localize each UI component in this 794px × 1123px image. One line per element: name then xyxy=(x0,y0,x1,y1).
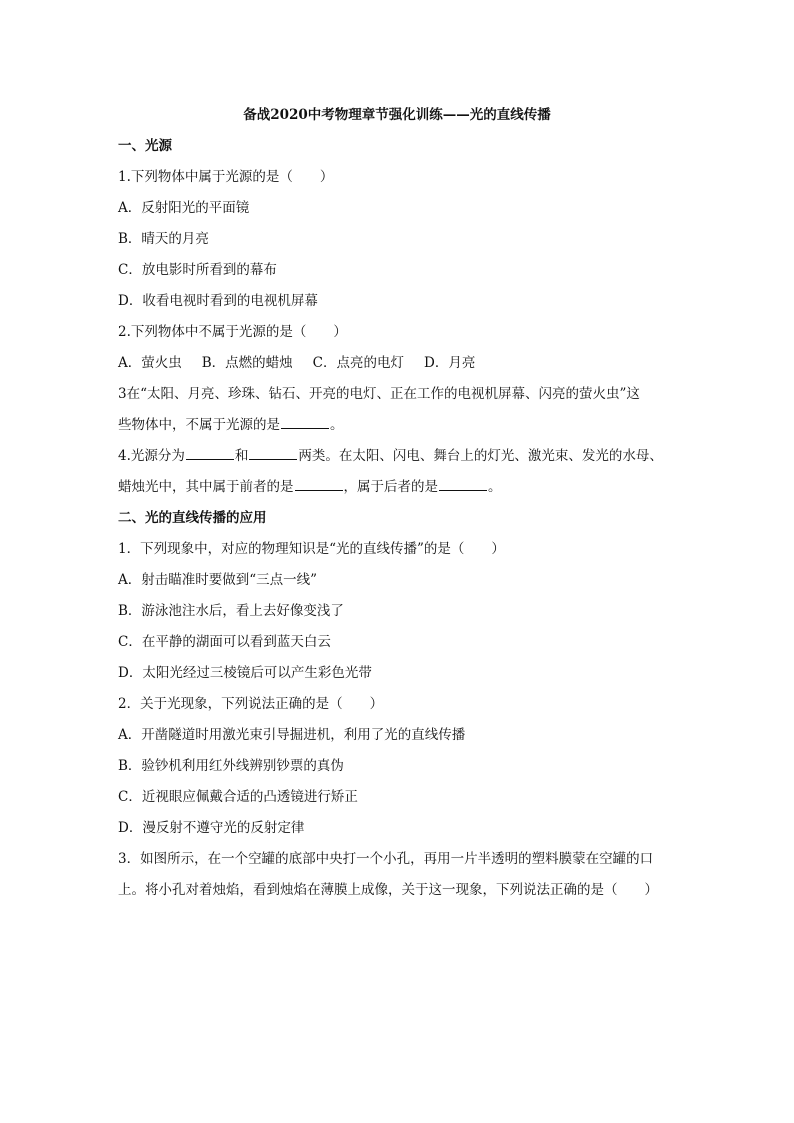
q1-1-option-c: C．放电影时所看到的幕布 xyxy=(118,262,277,278)
q1-4-text-e: ，属于后者的是 xyxy=(343,479,438,495)
q2-1-option-d: D．太阳光经过三棱镜后可以产生彩色光带 xyxy=(118,665,372,681)
q1-2-options-row xyxy=(118,353,475,373)
q1-4-text-b: 和 xyxy=(234,448,249,464)
document-title: 备战2020中考物理章节强化训练——光的直线传播 xyxy=(243,107,551,123)
q1-1-option-a: A．反射阳光的平面镜 xyxy=(118,200,250,216)
q1-2-stem: 2.下列物体中不属于光源的是（ ） xyxy=(118,324,347,340)
q1-1-option-d: D．收看电视时看到的电视机屏幕 xyxy=(118,293,318,309)
q2-2-stem: 2．关于光现象，下列说法正确的是（ ） xyxy=(118,696,384,712)
q2-2-option-a: A．开凿隧道时用激光束引导掘进机，利用了光的直线传播 xyxy=(118,727,466,743)
q1-2-option-d: D．月亮 xyxy=(424,355,476,371)
q2-1-stem: 1．下列现象中，对应的物理知识是“光的直线传播”的是（ ） xyxy=(118,541,505,557)
q2-1-option-b: B．游泳池注水后，看上去好像变浅了 xyxy=(118,603,344,619)
q2-3-stem-line2: 上。将小孔对着烛焰，看到烛焰在薄膜上成像，关于这一现象，下列说法正确的是（ ） xyxy=(118,882,658,898)
answer-blank xyxy=(295,477,343,491)
q2-1-option-c: C．在平静的湖面可以看到蓝天白云 xyxy=(118,634,331,650)
answer-blank xyxy=(249,446,297,460)
q1-2-option-b: B．点燃的蜡烛 xyxy=(201,355,293,371)
q2-2-option-d: D．漫反射不遵守光的反射定律 xyxy=(118,820,305,836)
q1-2-option-a: A．萤火虫 xyxy=(118,355,182,371)
q1-4-text-c: 两类。在太阳、闪电、舞台上的灯光、激光束、发光的水母、 xyxy=(298,448,663,464)
q1-3-text: 些物体中，不属于光源的是 xyxy=(118,417,280,433)
q1-3-stem-line2 xyxy=(118,415,344,435)
q2-2-option-c: C．近视眼应佩戴合适的凸透镜进行矫正 xyxy=(118,789,358,805)
section-heading-rectilinear-propagation: 二、光的直线传播的应用 xyxy=(118,510,267,526)
q1-4-stem-line1 xyxy=(118,446,663,466)
q1-1-stem: 1.下列物体中属于光源的是（ ） xyxy=(118,169,334,185)
q1-4-text-d: 蜡烛光中，其中属于前者的是 xyxy=(118,479,294,495)
q1-4-text-a: 4.光源分为 xyxy=(118,448,185,464)
q2-2-option-b: B．验钞机利用红外线辨别钞票的真伪 xyxy=(118,758,344,774)
q1-3-end: 。 xyxy=(330,417,344,433)
q2-3-stem-line1: 3．如图所示，在一个空罐的底部中央打一个小孔，再用一片半透明的塑料膜蒙在空罐的口 xyxy=(118,851,654,867)
q2-1-option-a: A．射击瞄准时要做到“三点一线” xyxy=(118,572,318,588)
q1-1-option-b: B．晴天的月亮 xyxy=(118,231,209,247)
q1-4-text-f: 。 xyxy=(488,479,502,495)
section-heading-light-source: 一、光源 xyxy=(118,138,172,154)
q1-2-option-c: C．点亮的电灯 xyxy=(312,355,405,371)
answer-blank xyxy=(186,446,234,460)
answer-blank xyxy=(281,415,329,429)
answer-blank xyxy=(439,477,487,491)
q1-3-stem-line1: 3在“太阳、月亮、珍珠、钻石、开亮的电灯、正在工作的电视机屏幕、闪亮的萤火虫”这 xyxy=(118,386,640,402)
q1-4-stem-line2 xyxy=(118,477,502,497)
